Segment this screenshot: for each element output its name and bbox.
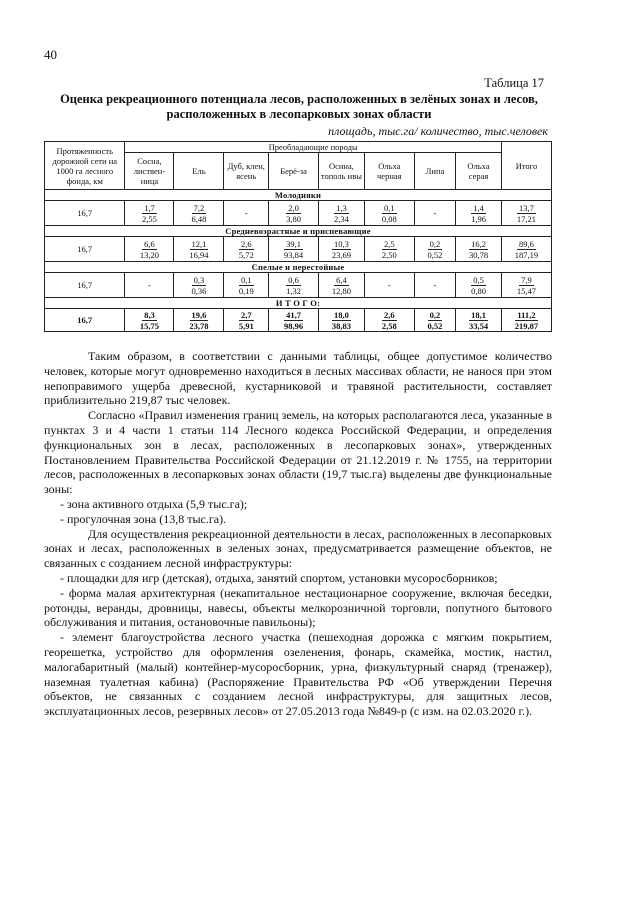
table-cell <box>364 309 414 332</box>
people-count-value: 12,80 <box>331 285 351 296</box>
area-value: 1,3 <box>336 202 347 213</box>
area-value: 7,9 <box>521 274 532 285</box>
people-count-value: 2,58 <box>381 320 397 331</box>
table-title-line1: Оценка рекреационного потенциала лесов, расположенных в зелёных зонах и лесов, <box>60 92 538 106</box>
table-cell: - <box>364 273 414 298</box>
area-count-fraction <box>187 239 210 260</box>
table-group-row <box>45 262 552 273</box>
people-count-value: 2,34 <box>333 213 349 224</box>
table-title-line2: расположенных в лесопарковых зонах области <box>166 107 432 121</box>
area-count-fraction <box>467 239 490 260</box>
people-count-value: 2,50 <box>381 249 397 260</box>
table-group-row <box>45 190 552 201</box>
area-value: 0,5 <box>473 274 484 285</box>
area-count-fraction <box>284 275 303 296</box>
area-count-fraction <box>284 203 303 224</box>
area-value: 41,7 <box>286 309 301 320</box>
table-cell <box>501 237 551 262</box>
table-cell <box>269 201 319 226</box>
people-count-value: 0,36 <box>191 285 207 296</box>
list-item: - зона активного отдыха (5,9 тыс.га); <box>60 496 248 511</box>
header-species: Берё-за <box>269 153 319 190</box>
area-value: 111,2 <box>517 309 536 320</box>
area-count-fraction <box>515 275 538 296</box>
table-cell: - <box>125 273 174 298</box>
area-count-fraction <box>237 275 256 296</box>
road-length-cell: 16,7 <box>45 273 125 298</box>
table-cell <box>224 237 269 262</box>
area-count-fraction <box>282 310 305 331</box>
area-value: 6,4 <box>336 274 347 285</box>
header-length: Протяженность дорожной сети на 1000 га лесного фонда, км <box>45 142 125 190</box>
road-length-cell: 16,7 <box>45 309 125 332</box>
table-cell <box>269 309 319 332</box>
table-cell <box>319 273 365 298</box>
people-count-value: 0,52 <box>427 249 443 260</box>
area-count-fraction <box>237 239 256 260</box>
header-species: Ольха черная <box>364 153 414 190</box>
table-group-row <box>45 298 552 309</box>
area-value: 0,2 <box>429 309 441 320</box>
table-cell: - <box>414 273 455 298</box>
area-count-fraction <box>138 239 161 260</box>
header-species: Осина, тополь ивы <box>319 153 365 190</box>
table-cell <box>501 309 551 332</box>
area-value: 2,5 <box>383 238 395 249</box>
table-cell <box>125 201 174 226</box>
people-count-value: 219,87 <box>514 320 539 331</box>
paragraph: Согласно «Правил изменения границ земель, на которых располагаются леса, указанные в пунктах 3 и 4 части 1 статьи 114 Лесного кодекса Российской Федерации, и определения функциональных зон в лесах, расположенных в лесопарковых зонах», утвержденных Постановлением Правительства Российской Федерации от 21.12.2019 г. № 1755, на территории лесов, расположенных в лесопарковых зонах области (19,7 тыс.га) выделены две функциональные зоны: <box>44 408 552 497</box>
table-cell <box>174 273 224 298</box>
area-count-fraction <box>469 203 488 224</box>
people-count-value: 2,55 <box>142 213 157 224</box>
table-units: площадь, тыс.га/ количество, тыс.человек <box>328 124 548 138</box>
table-cell <box>125 309 174 332</box>
table-cell <box>224 273 269 298</box>
area-count-fraction <box>332 203 351 224</box>
people-count-value: 23,78 <box>189 320 209 331</box>
area-value: 18,1 <box>471 309 486 320</box>
people-count-value: 38,83 <box>331 320 351 331</box>
page-number: 40 <box>44 47 57 62</box>
area-value: 1,4 <box>473 202 484 213</box>
area-count-fraction <box>138 310 161 331</box>
area-count-fraction <box>513 310 540 331</box>
table-cell <box>319 237 365 262</box>
people-count-value: 0,08 <box>381 213 397 224</box>
table-cell <box>174 237 224 262</box>
area-value: 0,3 <box>193 274 205 285</box>
area-count-fraction <box>515 203 538 224</box>
list-item: - площадки для игр (детская), отдыха, занятий спортом, установки мусоросборников; <box>60 570 498 585</box>
group-label: Средневозрастные и приспевающие <box>45 226 552 237</box>
area-value: 2,0 <box>288 202 299 213</box>
table-cell <box>269 237 319 262</box>
area-count-fraction <box>380 203 399 224</box>
people-count-value: 1,32 <box>286 285 301 296</box>
area-value: 0,2 <box>429 238 441 249</box>
table-cell <box>364 201 414 226</box>
area-value: 7,2 <box>193 202 205 213</box>
table-header-row-1 <box>45 142 552 153</box>
table-cell <box>224 309 269 332</box>
people-count-value: 6,48 <box>191 213 207 224</box>
area-value: 2,7 <box>240 309 252 320</box>
table-cell <box>125 237 174 262</box>
area-value: 2,6 <box>240 238 252 249</box>
people-count-value: 3,80 <box>286 213 301 224</box>
people-count-value: 13,20 <box>139 249 160 260</box>
area-value: 13,7 <box>519 202 534 213</box>
area-value: 0,1 <box>383 202 395 213</box>
people-count-value: 0,80 <box>471 285 486 296</box>
area-value: 12,1 <box>191 238 207 249</box>
people-count-value: 98,96 <box>284 320 304 331</box>
table-body <box>45 142 552 332</box>
area-count-fraction <box>513 239 540 260</box>
table-cell <box>414 309 455 332</box>
table-row <box>45 237 552 262</box>
group-label: Спелые и перестойные <box>45 262 552 273</box>
area-value: 6,6 <box>144 238 155 249</box>
area-value: 0,6 <box>288 274 299 285</box>
table-cell: - <box>414 201 455 226</box>
area-count-fraction <box>426 239 445 260</box>
header-species: Липа <box>414 153 455 190</box>
area-count-fraction <box>237 310 256 331</box>
area-count-fraction <box>330 310 353 331</box>
table-cell <box>174 309 224 332</box>
table-cell <box>456 201 502 226</box>
paragraph: Для осуществления рекреационной деятельности в лесах, расположенных в лесопарковых зонах и лесах, расположенных в зеленых зонах, предусматривается размещение объектов, не связанных с созданием лесной инфраструктуры: <box>44 526 552 571</box>
area-count-fraction <box>330 275 353 296</box>
people-count-value: 93,84 <box>284 249 304 260</box>
people-count-value: 0,52 <box>427 320 443 331</box>
header-species: Ольха серая <box>456 153 502 190</box>
people-count-value: 30,78 <box>468 249 489 260</box>
group-label: Молодняки <box>45 190 552 201</box>
table-cell <box>501 201 551 226</box>
list-item: - форма малая архитектурная (некапитальное нестационарное сооружение, включая беседки, ротонды, веранды, дровницы, навесы, объекты мелкорозничной торговли, попутного бытового обслуживания и питания, остановочные павильоны); <box>44 585 552 630</box>
header-species: Сосна, листвен-ница <box>125 153 174 190</box>
list-item: - прогулочная зона (13,8 тыс.га). <box>60 511 227 526</box>
people-count-value: 0,19 <box>238 285 254 296</box>
area-count-fraction <box>190 203 209 224</box>
area-value: 8,3 <box>144 309 155 320</box>
table-cell <box>364 237 414 262</box>
header-total: Итого <box>501 142 551 190</box>
table-cell <box>456 309 502 332</box>
area-count-fraction <box>380 310 399 331</box>
area-count-fraction <box>467 310 490 331</box>
area-count-fraction <box>426 310 445 331</box>
area-count-fraction <box>380 239 399 260</box>
area-count-fraction <box>469 275 488 296</box>
area-value: 1,7 <box>144 202 155 213</box>
recreation-table <box>44 141 552 332</box>
table-cell <box>319 309 365 332</box>
area-count-fraction <box>330 239 353 260</box>
table-row <box>45 201 552 226</box>
people-count-value: 5,72 <box>238 249 254 260</box>
people-count-value: 15,75 <box>139 320 160 331</box>
people-count-value: 23,69 <box>331 249 351 260</box>
table-cell <box>456 237 502 262</box>
area-value: 18,0 <box>333 309 349 320</box>
table-title <box>44 92 554 122</box>
area-value: 89,6 <box>519 238 534 249</box>
area-value: 19,6 <box>191 309 207 320</box>
body-text <box>44 349 552 719</box>
people-count-value: 1,96 <box>471 213 486 224</box>
table-group-row <box>45 226 552 237</box>
table-label: Таблица 17 <box>484 76 544 90</box>
people-count-value: 187,19 <box>514 249 539 260</box>
area-count-fraction <box>190 275 209 296</box>
people-count-value: 5,91 <box>238 320 254 331</box>
table-cell <box>456 273 502 298</box>
people-count-value: 16,94 <box>189 249 209 260</box>
paragraph: Таким образом, в соответствии с данными таблицы, общее допустимое количество человек, которые могут одновременно находиться в лесных массивах области, не нанося при этом непоправимого ущерба древесной, кустарниковой и травяной растительности, составляет приблизительно 219,87 тыс человек. <box>44 349 552 408</box>
area-value: 16,2 <box>471 238 486 249</box>
table-total-row <box>45 309 552 332</box>
people-count-value: 15,47 <box>516 285 536 296</box>
table-cell <box>501 273 551 298</box>
road-length-cell: 16,7 <box>45 237 125 262</box>
area-value: 39,1 <box>286 238 301 249</box>
list-item: - элемент благоустройства лесного участка (пешеходная дорожка с мягким покрытием, георешетка, устройство для оформления озеленения, фонарь, скамейка, мостик, настил, малогабаритный (малый) контейнер-мусоросборник, урна, физкультурный снаряд (тренажер), наземная туалетная кабина) (Распоряжение Правительства РФ «Об утверждении Перечня объектов, не связанных с созданием лесной инфраструктуры, для защитных лесов, эксплуатационных лесов, резервных лесов» от 27.05.2013 года №849-р (с изм. на 02.03.2020 г.). <box>44 630 552 719</box>
area-value: 10,3 <box>333 238 349 249</box>
group-label: И Т О Г О: <box>45 298 552 309</box>
area-value: 2,6 <box>383 309 395 320</box>
area-count-fraction <box>187 310 210 331</box>
header-species-group: Преобладающие породы <box>125 142 501 153</box>
people-count-value: 17,21 <box>516 213 536 224</box>
area-value: 0,1 <box>240 274 252 285</box>
area-count-fraction <box>140 203 159 224</box>
table-cell <box>269 273 319 298</box>
people-count-value: 33,54 <box>468 320 489 331</box>
table-row <box>45 273 552 298</box>
road-length-cell: 16,7 <box>45 201 125 226</box>
header-species: Ель <box>174 153 224 190</box>
table-cell <box>319 201 365 226</box>
table-cell <box>174 201 224 226</box>
area-count-fraction <box>282 239 305 260</box>
table-cell: - <box>224 201 269 226</box>
header-species: Дуб, клен, ясень <box>224 153 269 190</box>
table-cell <box>414 237 455 262</box>
